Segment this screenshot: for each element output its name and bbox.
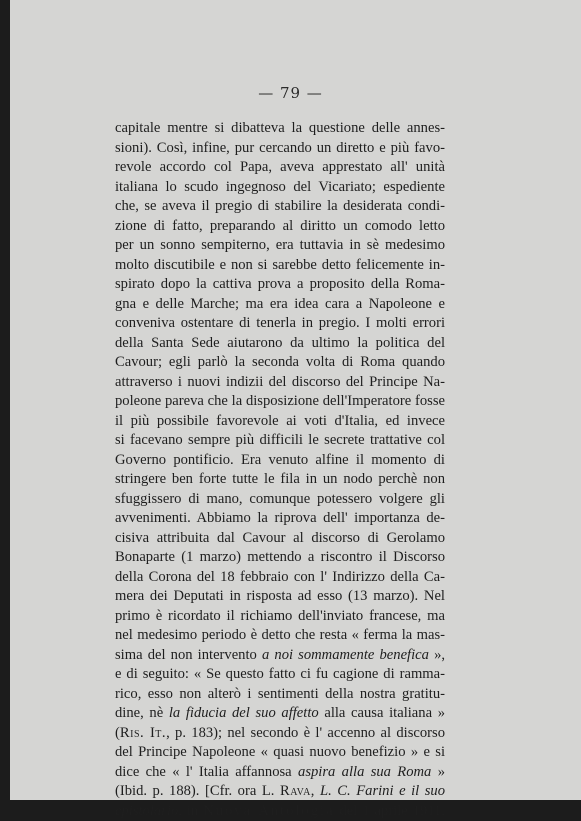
journal-title: Nuova Antologia: [203, 803, 334, 819]
text-line: nel medesimo periodo è detto che resta « ferma la mas-: [115, 626, 445, 646]
text-line: stringere ben forte tutte le fila in un nodo perchè non: [115, 470, 445, 490]
text-line: primo è ricordato il richiamo dell'inviato francese, ma: [115, 607, 445, 627]
text-line: [115, 782, 445, 802]
text-line: [115, 704, 445, 724]
line-segment: sima del non intervento: [115, 647, 262, 663]
line-segment: »,: [429, 647, 445, 663]
text-line: attraverso i nuovi indizii del discorso del Principe Na-: [115, 373, 445, 393]
line-segment: dice che « l' Italia affannosa: [115, 764, 298, 780]
text-line: spirato dopo la cattiva prova a proposito della Roma-: [115, 275, 445, 295]
text-line: della Corona del 18 febbraio con l' Indirizzo della Ca-: [115, 568, 445, 588]
line-segment: (Ibid. p. 188). [Cfr. ora L.: [115, 783, 280, 799]
text-line: poleone pareva che la disposizione dell'Imperatore fosse: [115, 392, 445, 412]
text-line: Bonaparte (1 marzo) mettendo a riscontro il Discorso: [115, 548, 445, 568]
text-line: sfuggissero di mano, comunque potessero volgere gli: [115, 490, 445, 510]
text-line: [115, 646, 445, 666]
text-line: avvenimenti. Abbiamo la riprova dell' importanza de-: [115, 509, 445, 529]
text-line: italiana lo scudo ingegnoso del Vicariato; espediente: [115, 178, 445, 198]
text-line: che, se aveva il pregio di stabilire la desiderata condi-: [115, 197, 445, 217]
body-text: [115, 119, 445, 821]
line-segment: , in: [178, 803, 203, 819]
line-segment: »: [431, 764, 445, 780]
book-title: epistolario: [115, 803, 178, 819]
line-segment: (: [115, 725, 120, 741]
text-line: zione di fatto, preparando al diritto un comodo letto: [115, 217, 445, 237]
text-line: del Principe Napoleone « quasi nuovo benefizio » e si: [115, 743, 445, 763]
book-title: L. C. Farini e il suo: [320, 783, 445, 799]
citation-abbrev: Ris. It.: [120, 725, 166, 741]
text-line: della Santa Sede aiutarono da ultimo la politica del: [115, 334, 445, 354]
text-line: mera dei Deputati in risposta ad esso (13 marzo). Nel: [115, 587, 445, 607]
italic-quote: aspira alla sua Roma: [298, 764, 431, 780]
italic-quote: la fiducia del suo affetto: [169, 705, 319, 721]
page-number: — 79 —: [0, 84, 581, 102]
text-line: il più possibile favorevole ai voti d'Italia, ed invece: [115, 412, 445, 432]
line-segment: , p. 183); nel secondo è l' accenno al discorso: [166, 725, 445, 741]
text-line: conveniva ostentare di tenerla in pregio. I molti errori: [115, 314, 445, 334]
text-line: si facevano sempre più difficili le secrete trattative col: [115, 431, 445, 451]
text-line: per un sonno sempiterno, era tuttavia in sè medesimo: [115, 236, 445, 256]
text-line: [115, 763, 445, 783]
text-line: rico, esso non alterò i sentimenti della nostra gratitu-: [115, 685, 445, 705]
text-line: [115, 724, 445, 744]
text-line: molto discutibile e non si sarebbe detto felicemente in-: [115, 256, 445, 276]
line-segment: ,: [311, 783, 320, 799]
text-line: gna e delle Marche; ma era idea cara a Napoleone e: [115, 295, 445, 315]
text-line: cisiva attribuita dal Cavour al discorso di Gerolamo: [115, 529, 445, 549]
line-segment: dine, nè: [115, 705, 169, 721]
italic-quote: a noi sommamente benefica: [262, 647, 429, 663]
text-line: [115, 802, 445, 821]
line-segment: del 1 aprile 1911,: [335, 803, 445, 819]
line-segment: alla causa italiana »: [319, 705, 445, 721]
text-line: Governo pontificio. Era venuto alfine il momento di: [115, 451, 445, 471]
text-line: revole accordo col Papa, aveva apprestato all' unità: [115, 158, 445, 178]
text-line: Cavour; egli parlò la seconda volta di Roma quando: [115, 353, 445, 373]
text-line: capitale mentre si dibatteva la questione delle annes-: [115, 119, 445, 139]
text-line: e di seguito: « Se questo fatto ci fu cagione di ramma-: [115, 665, 445, 685]
text-line: sioni). Così, infine, pur cercando un diretto e più favo-: [115, 139, 445, 159]
author-name: Rava: [280, 783, 311, 799]
